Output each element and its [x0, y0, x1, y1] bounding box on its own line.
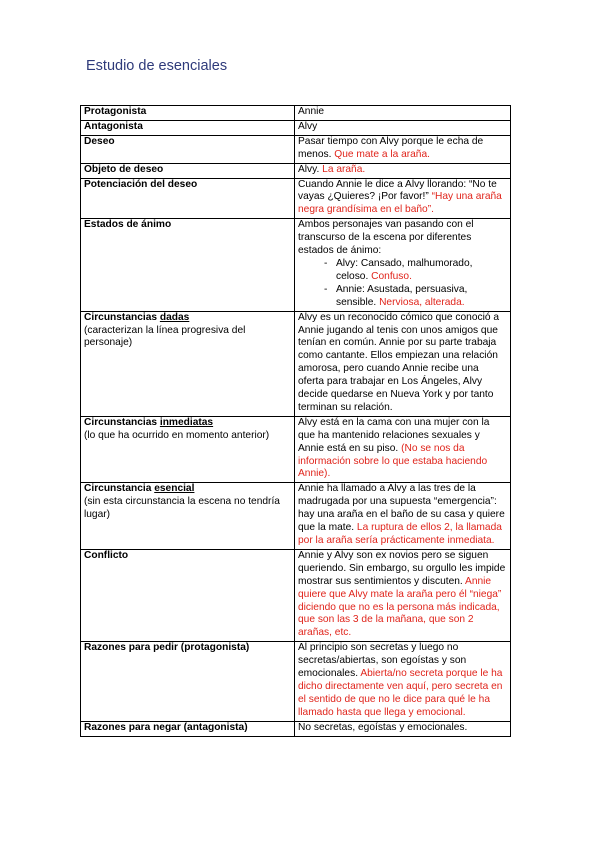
- label-sub-dadas: (caracterizan la línea progresiva del personaje): [84, 324, 246, 349]
- note-pedir: Abierta/no secreta porque le ha dicho directamente ven aquí, pero secreta en el sentido de que no le dice para qué le ha llamado hasta que llega y emocional.: [298, 668, 503, 718]
- label-cell: [81, 721, 295, 736]
- value-inmediatas: Alvy está en la cama con una mujer con la que ha mantenido relaciones sexuales y Annie está en su piso.: [298, 416, 490, 454]
- table-row: [81, 311, 511, 416]
- row-label-estados: Estados de ánimo: [84, 219, 172, 231]
- value-cell: [295, 163, 511, 178]
- table-row: [81, 721, 511, 736]
- label-prefix: Circunstancias: [84, 416, 160, 428]
- table-row: [81, 219, 511, 311]
- table-row: [81, 416, 511, 483]
- page-title: Estudio de esenciales: [86, 58, 228, 74]
- note-deseo: Que mate a la araña.: [334, 148, 430, 160]
- value-conflicto: Annie y Alvy son ex novios pero se siguen queriendo. Sin embargo, su orgullo les impide mostrar sus sentimientos y discuten.: [298, 549, 506, 587]
- value-antagonista: Alvy: [298, 120, 318, 132]
- value-cell: [295, 483, 511, 550]
- value-esencial: Annie ha llamado a Alvy a las tres de la madrugada por una supuesta “emergencia”: hay una araña en el baño de su casa y quiere que la mate.: [298, 483, 505, 534]
- states-list: [298, 258, 507, 310]
- label-cell: [81, 120, 295, 135]
- row-label-antagonista: Antagonista: [84, 120, 143, 132]
- value-cell: [295, 311, 511, 416]
- table-row: [81, 106, 511, 121]
- row-label-conflicto: Conflicto: [84, 549, 129, 561]
- essentials-table: [80, 105, 511, 737]
- value-objeto: Alvy.: [298, 163, 320, 175]
- list-item: [324, 258, 507, 284]
- note-potenciacion: “Hay una araña negra grandísima en el baño”.: [298, 191, 502, 216]
- value-negar: No secretas, egoístas y emocionales.: [298, 721, 468, 733]
- state-annie-note: Nerviosa, alterada.: [379, 296, 465, 308]
- label-cell: [81, 135, 295, 163]
- label-cell: [81, 106, 295, 121]
- row-label-protagonista: Protagonista: [84, 106, 147, 117]
- value-cell: [295, 416, 511, 483]
- label-prefix: Circunstancia: [84, 483, 155, 495]
- label-cell: [81, 163, 295, 178]
- state-annie: Annie: Asustada, persuasiva, sensible.: [336, 283, 468, 308]
- table-row: [81, 549, 511, 641]
- value-protagonista: Annie: [298, 106, 325, 117]
- table-row: [81, 483, 511, 550]
- value-estados-intro: Ambos personajes van pasando con el transcurso de la escena por diferentes estados de ánimo:: [298, 219, 474, 257]
- value-cell: [295, 106, 511, 121]
- row-label-esencial: [84, 483, 194, 494]
- note-objeto: La araña.: [322, 163, 366, 175]
- value-cell: [295, 642, 511, 721]
- row-label-inmediatas: [84, 417, 213, 428]
- label-cell: [81, 219, 295, 311]
- label-cell: [81, 549, 295, 641]
- label-sub-esencial: (sin esta circunstancia la escena no tendría lugar): [84, 496, 280, 521]
- label-underlined: inmediatas: [159, 416, 214, 428]
- label-sub-inmediatas: (lo que ha ocurrido en momento anterior): [84, 429, 270, 441]
- label-prefix: Circunstancias: [84, 311, 160, 323]
- row-label-potenciacion: Potenciación del deseo: [84, 178, 198, 190]
- row-label-objeto: Objeto de deseo: [84, 163, 164, 175]
- table-row: [81, 120, 511, 135]
- note-esencial: La ruptura de ellos 2, la llamada por la araña sería prácticamente inmediata.: [298, 522, 502, 546]
- value-cell: [295, 120, 511, 135]
- state-alvy-note: Confuso.: [371, 270, 412, 282]
- value-cell: [295, 721, 511, 736]
- value-cell: [295, 178, 511, 219]
- value-pedir: Al principio son secretas y luego no secretas/abiertas, son egoístas y son emocionales.: [298, 642, 467, 680]
- label-cell: [81, 642, 295, 721]
- label-cell: [81, 416, 295, 483]
- label-cell: [81, 483, 295, 550]
- table-row: [81, 642, 511, 721]
- row-label-dadas: [84, 312, 189, 323]
- row-label-pedir: Razones para pedir (protagonista): [84, 642, 250, 654]
- value-cell: [295, 135, 511, 163]
- note-inmediatas: (No se nos da información sobre lo que estaba haciendo Annie).: [298, 442, 488, 480]
- table-row: [81, 135, 511, 163]
- label-underlined: esencial: [154, 483, 195, 495]
- row-label-negar: Razones para negar (antagonista): [84, 721, 248, 733]
- label-underlined: dadas: [159, 311, 190, 323]
- table-row: [81, 178, 511, 219]
- row-label-deseo: Deseo: [84, 135, 115, 147]
- label-cell: [81, 311, 295, 416]
- value-potenciacion: Cuando Annie le dice a Alvy llorando: “No te vayas ¿Quieres? ¡Por favor!”: [298, 178, 497, 203]
- value-deseo: Pasar tiempo con Alvy porque le echa de menos.: [298, 135, 484, 160]
- value-cell: [295, 549, 511, 641]
- note-conflicto: Annie quiere que Alvy mate la araña pero él “niega” diciendo que no es la persona más indicada, que son las 3 de la mañana, que son 2 arañas, etc.: [298, 575, 502, 639]
- value-dadas: Alvy es un reconocido cómico que conoció a Annie jugando al tenis con unos amigos que tenían en común. Annie por su parte trabaja como cantante. Ellos empiezan una relación amorosa, pero cuando Annie recibe una oferta para trabajar en Los Ángeles, Alvy decide quedarse en Nueva York y por tanto terminan su relación.: [298, 311, 500, 413]
- label-cell: [81, 178, 295, 219]
- list-item: [324, 284, 507, 310]
- table-row: [81, 163, 511, 178]
- state-alvy: Alvy: Cansado, malhumorado, celoso.: [336, 257, 473, 282]
- value-cell: [295, 219, 511, 311]
